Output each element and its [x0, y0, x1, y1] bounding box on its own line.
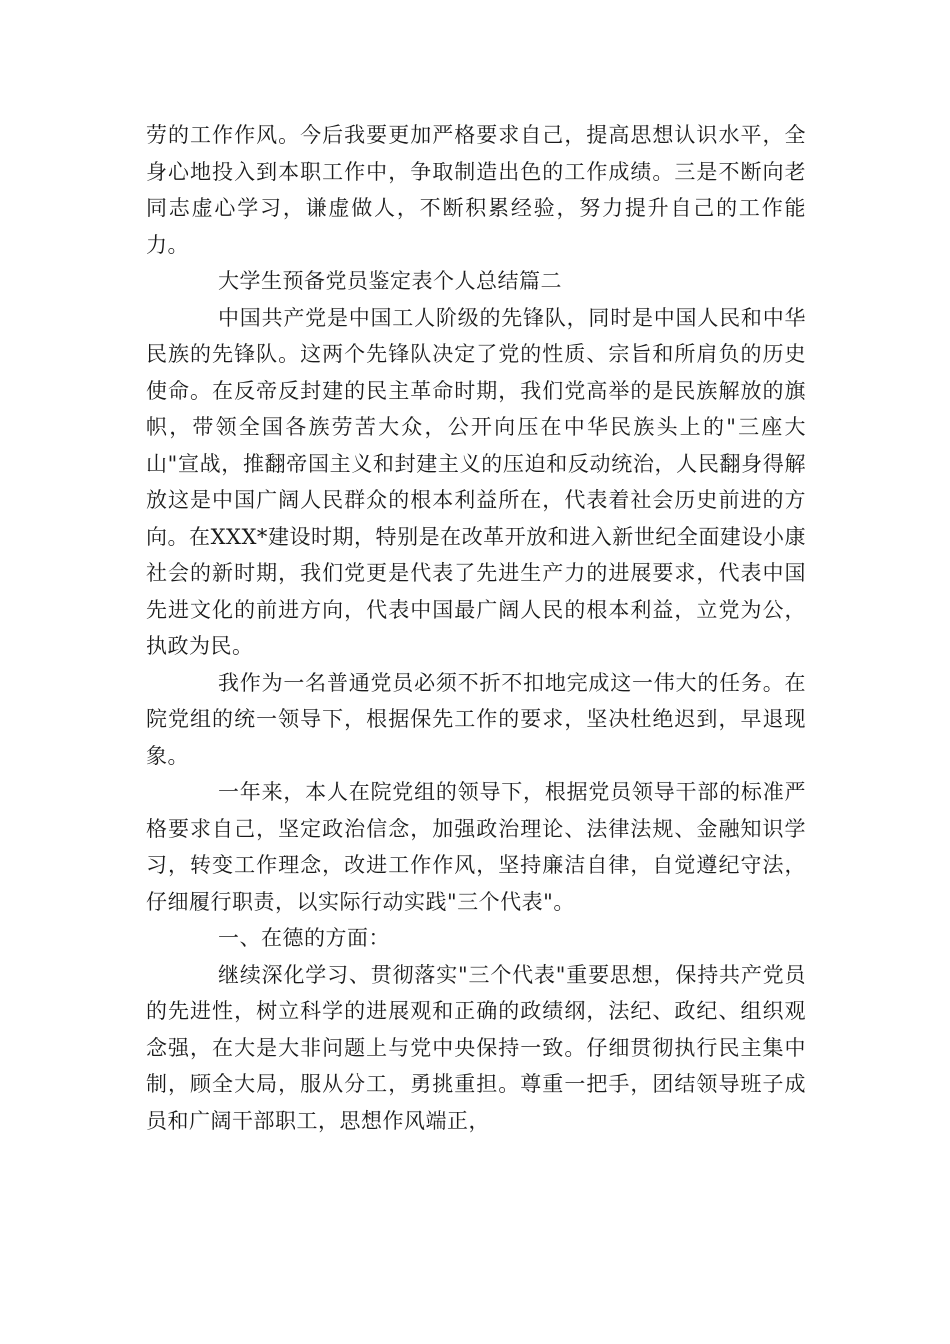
paragraph-year-review: 一年来，本人在院党组的领导下，根据党员领导干部的标准严格要求自己，坚定政治信念，加强政治理论、法律法规、金融知识学习，转变工作理念，改进工作作风，坚持廉洁自律，自觉遵纪守法，仔细履行职责，以实际行动实践"三个代表"。 — [146, 780, 806, 914]
paragraph-ordinary-member: 我作为一名普通党员必须不折不扣地完成这一伟大的任务。在院党组的统一领导下，根据保先工作的要求，坚决杜绝迟到，早退现象。 — [146, 670, 806, 768]
paragraph-work-style: 劳的工作作风。今后我要更加严格要求自己，提高思想认识水平，全身心地投入到本职工作中，争取制造出色的工作成绩。三是不断向老同志虚心学习，谦虚做人，不断积累经验，努力提升自己的工作能力。 — [146, 123, 806, 257]
section-heading-morality: 一、在德的方面： — [218, 926, 390, 950]
section-heading-part-two: 大学生预备党员鉴定表个人总结篇二 — [218, 269, 562, 293]
paragraph-morality-details: 继续深化学习、贯彻落实"三个代表"重要思想，保持共产党员的先进性，树立科学的进展观和正确的政绩纲，法纪、政纪、组织观念强，在大是大非问题上与党中央保持一致。仔细贯彻执行民主集中制，顾全大局，服从分工，勇挑重担。尊重一把手，团结领导班子成员和广阔干部职工，思想作风端正， — [146, 962, 806, 1133]
document-body — [146, 117, 806, 1139]
paragraph-party-vanguard: 中国共产党是中国工人阶级的先锋队，同时是中国人民和中华民族的先锋队。这两个先锋队决定了党的性质、宗旨和所肩负的历史使命。在反帝反封建的民主革命时期，我们党高举的是民族解放的旗帜，带领全国各族劳苦大众，公开向压在中华民族头上的"三座大山"宣战，推翻帝国主义和封建主义的压迫和反动统治，人民翻身得解放这是中国广阔人民群众的根本利益所在，代表着社会历史前进的方向。在XXX*建设时期，特别是在改革开放和进入新世纪全面建设小康社会的新时期，我们党更是代表了先进生产力的进展要求，代表中国先进文化的前进方向，代表中国最广阔人民的根本利益，立党为公，执政为民。 — [146, 305, 806, 658]
